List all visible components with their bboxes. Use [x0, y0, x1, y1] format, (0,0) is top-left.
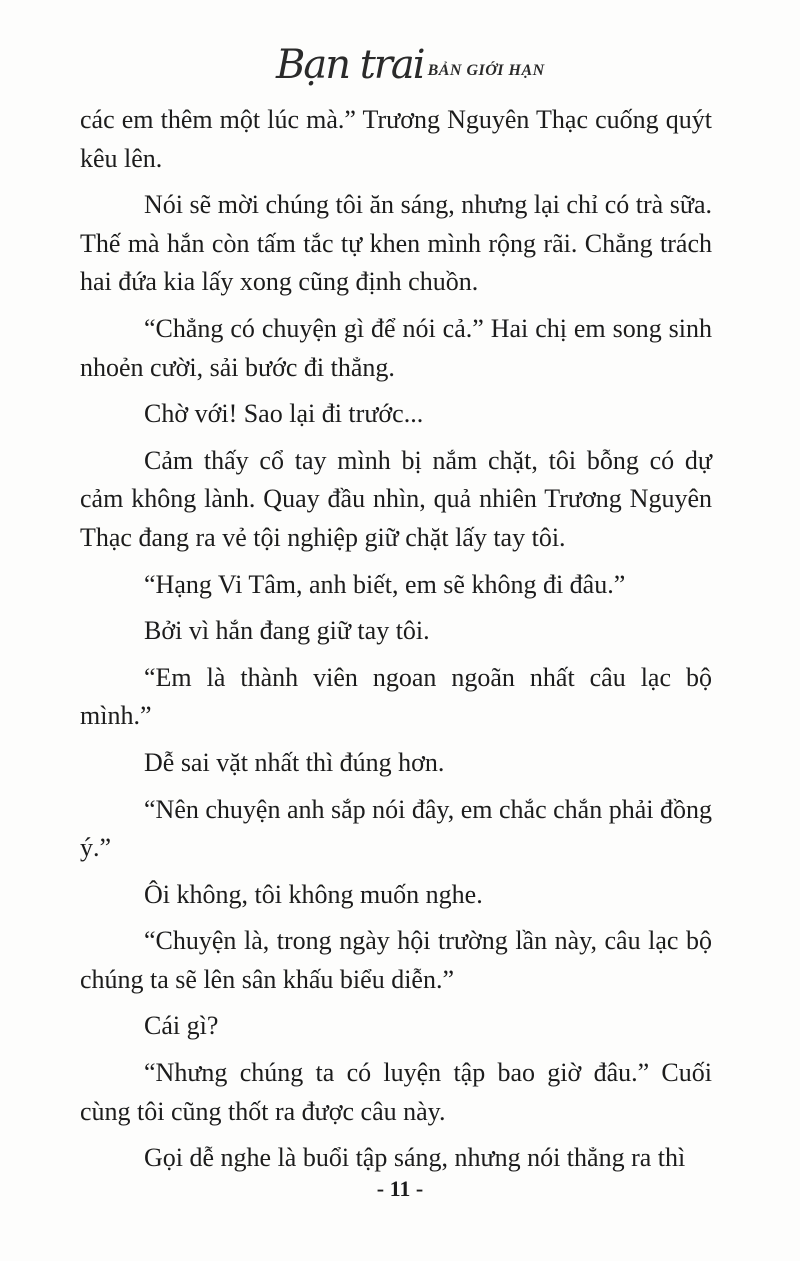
page-body: [80, 101, 712, 1186]
paragraph: Bởi vì hắn đang giữ tay tôi.: [144, 616, 430, 646]
paragraph: các em thêm một lúc mà.” Trương Nguyên Thạc cuống quýt kêu lên.: [80, 105, 712, 173]
paragraph: Dễ sai vặt nhất thì đúng hơn.: [144, 747, 445, 777]
running-header: [276, 38, 545, 88]
paragraph: Nói sẽ mời chúng tôi ăn sáng, nhưng lại chỉ có trà sữa. Thế mà hắn còn tấm tắc tự khen mình rộng rãi. Chẳng trách hai đứa kia lấy xong cũng định chuồn.: [80, 190, 712, 297]
page-number: - 11 -: [376, 1176, 424, 1201]
header-title-sub: BẢN GIỚI HẠN: [427, 62, 545, 79]
paragraph: “Nên chuyện anh sắp nói đây, em chắc chắn phải đồng ý.”: [80, 794, 712, 863]
paragraph: Chờ với! Sao lại đi trước...: [144, 399, 424, 429]
paragraph: Cảm thấy cổ tay mình bị nắm chặt, tôi bỗng có dự cảm không lành. Quay đầu nhìn, quả nhiên Trương Nguyên Thạc đang ra vẻ tội nghiệp giữ chặt lấy tay tôi.: [80, 445, 712, 552]
paragraph: “Chuyện là, trong ngày hội trường lần này, câu lạc bộ chúng ta sẽ lên sân khấu biểu diễn.”: [80, 926, 712, 994]
header-title-script: Bạn trai: [276, 42, 424, 88]
paragraph: “Hạng Vi Tâm, anh biết, em sẽ không đi đâu.”: [144, 569, 626, 599]
paragraph: “Em là thành viên ngoan ngoãn nhất câu lạc bộ mình.”: [80, 662, 712, 731]
paragraph: “Chẳng có chuyện gì để nói cả.” Hai chị em song sinh nhoẻn cười, sải bước đi thẳng.: [80, 313, 712, 382]
paragraph: Ôi không, tôi không muốn nghe.: [144, 879, 483, 909]
paragraph: Gọi dễ nghe là buổi tập sáng, nhưng nói thẳng ra thì: [144, 1143, 686, 1173]
paragraph: “Nhưng chúng ta có luyện tập bao giờ đâu.” Cuối cùng tôi cũng thốt ra được câu này.: [80, 1058, 712, 1126]
paragraph: Cái gì?: [144, 1011, 219, 1041]
